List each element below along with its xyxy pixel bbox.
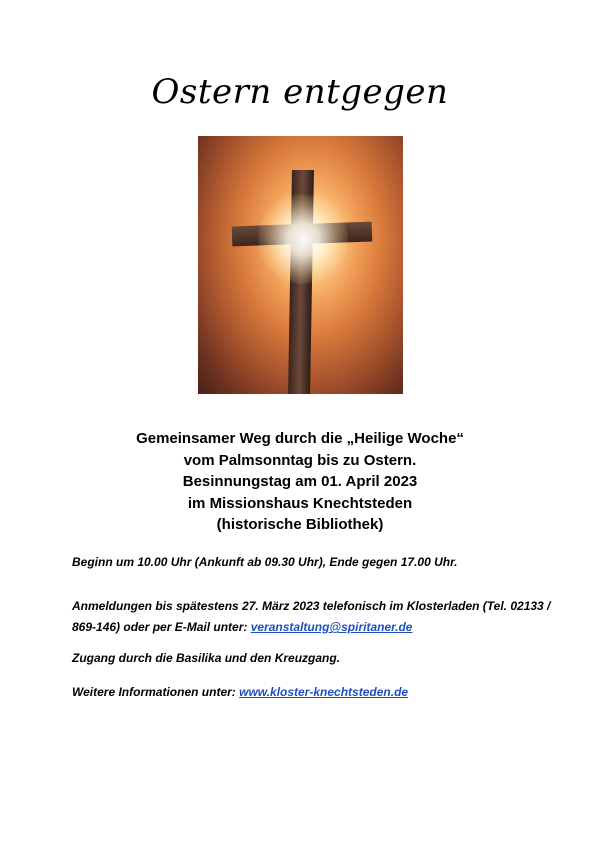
heading-line-4: im Missionshaus Knechtsteden — [187, 494, 413, 512]
heading-line-2: vom Palmsonntag bis zu Ostern. — [183, 451, 417, 469]
heading-line-5: (historische Bibliothek) — [216, 516, 384, 533]
page-title: Ostern entgegen — [151, 72, 449, 112]
registration-info — [72, 596, 552, 638]
cross-image — [198, 136, 403, 394]
time-info: Beginn um 10.00 Uhr (Ankunft ab 09.30 Uhr), Ende gegen 17.00 Uhr. — [72, 555, 458, 569]
more-info-text: Weitere Informationen unter: — [72, 685, 240, 699]
access-info: Zugang durch die Basilika und den Kreuzgang. — [72, 651, 341, 665]
more-info — [72, 682, 552, 703]
event-heading — [0, 428, 600, 536]
email-link[interactable]: veranstaltung@spiritaner.de — [250, 620, 413, 634]
heading-line-3: Besinnungstag am 01. April 2023 — [182, 473, 418, 490]
website-link[interactable]: www.kloster-knechtsteden.de — [239, 685, 409, 699]
sun-glow — [258, 194, 348, 284]
heading-line-1: Gemeinsamer Weg durch die „Heilige Woche“ — [136, 430, 464, 447]
registration-text: Anmeldungen bis spätestens 27. März 2023 telefonisch im Klosterladen (Tel. 02133 / 869-146) oder per E-Mail unter: — [72, 599, 551, 634]
